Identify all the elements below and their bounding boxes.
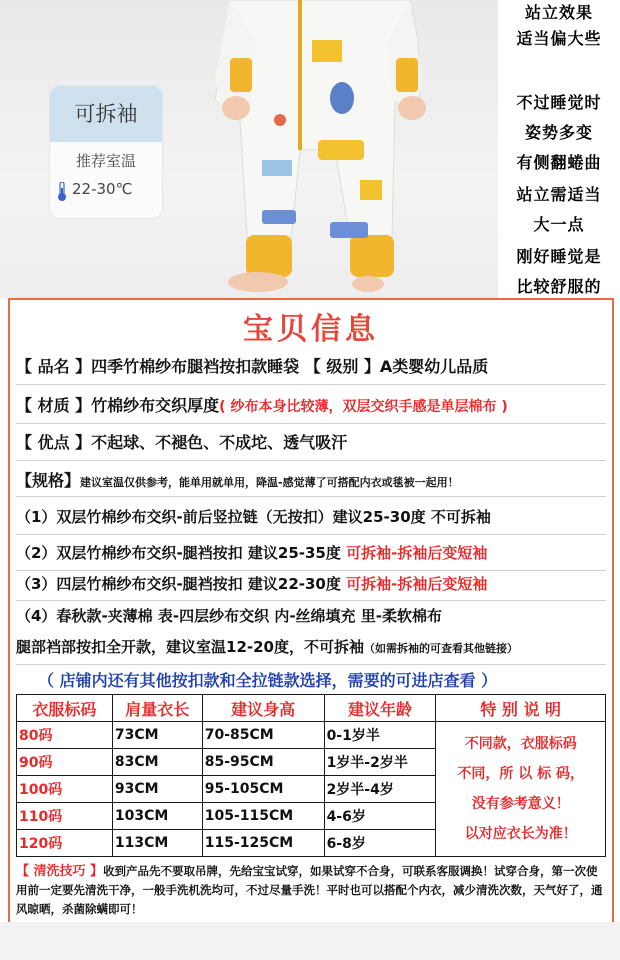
fit-advice-line: 有侧翻蜷曲 xyxy=(516,153,602,172)
spec-row xyxy=(16,468,459,491)
material-note: ( 纱布本身比较薄，双层交织手感是单层棉布 ) xyxy=(219,399,508,415)
age-cell: 0-1岁半 xyxy=(324,722,436,749)
name-value: 四季竹棉纱布腿裆按扣款睡袋 xyxy=(91,357,300,376)
washing-tips-label: 【 清洗技巧 】 xyxy=(16,864,104,879)
special-note-line: 不同，所 以 标 码， xyxy=(457,766,585,782)
divider xyxy=(16,600,606,601)
sleeve-feature-badge xyxy=(50,86,162,218)
shop-note: （ 店铺内还有其他按扣款和全拉链款选择，需要的可进店查看 ） xyxy=(38,671,498,690)
age-cell: 4-6岁 xyxy=(324,803,436,830)
divider xyxy=(16,384,606,385)
badge-title: 可拆袖 xyxy=(50,86,162,142)
size-cell: 80码 xyxy=(17,722,113,749)
fit-advice-line: 站立需适当 xyxy=(516,185,602,204)
merit-label: 【 优点 】 xyxy=(16,433,92,452)
height-cell: 85-95CM xyxy=(202,749,324,776)
thermometer-icon xyxy=(56,182,68,202)
size-cell: 120码 xyxy=(17,830,113,857)
product-name-row xyxy=(16,354,488,377)
header-note: 特 别 说 明 xyxy=(436,695,606,722)
card-title: 宝贝信息 xyxy=(243,312,379,347)
washing-tips-text: 收到产品先不要取吊牌，先给宝宝试穿，如果试穿不合身，可联系客服调换！试穿合身，第一次使用前一定要先清洗干净，一般手洗机洗均可，不过尽量手洗！平时也可以搭配个内衣，减少清洗次数，天气好了，通风晾晒，杀菌除螨即可！ xyxy=(16,864,603,916)
age-cell: 2岁半-4岁 xyxy=(324,776,436,803)
fit-advice-line: 姿势多变 xyxy=(524,123,593,142)
spec-option-2-text: （2）双层竹棉纱布交织-腿裆按扣 建议25-35度 xyxy=(16,544,347,562)
height-cell: 95-105CM xyxy=(202,776,324,803)
spec-option-2 xyxy=(16,542,487,563)
spec-option-2-highlight: 可拆袖-拆袖后变短袖 xyxy=(346,544,488,562)
badge-temperature: 22-30℃ xyxy=(72,180,133,198)
divider xyxy=(16,496,606,497)
length-cell: 83CM xyxy=(112,749,202,776)
length-cell: 113CM xyxy=(112,830,202,857)
header-size: 衣服标码 xyxy=(17,695,113,722)
spec-option-3-highlight: 可拆袖-拆袖后变短袖 xyxy=(346,575,488,593)
badge-subtitle: 推荐室温 xyxy=(75,152,136,170)
name-label: 【 品名 】 xyxy=(16,357,92,376)
size-cell: 110码 xyxy=(17,803,113,830)
fit-advice-line: 不过睡觉时 xyxy=(516,93,602,112)
product-photo xyxy=(0,0,498,298)
spec-note: 建议室温仅供参考，能单用就单用，降温-感觉薄了可搭配内衣或毯被一起用！ xyxy=(80,476,459,489)
size-cell: 90码 xyxy=(17,749,113,776)
height-cell: 115-125CM xyxy=(202,830,324,857)
special-note-line: 以对应衣长为准！ xyxy=(464,826,577,842)
age-cell: 1岁半-2岁半 xyxy=(324,749,436,776)
length-cell: 103CM xyxy=(112,803,202,830)
fit-advice-column xyxy=(498,0,620,298)
spec-label: 【规格】 xyxy=(16,471,81,490)
divider xyxy=(16,460,606,461)
table-header-row xyxy=(17,695,606,722)
divider xyxy=(16,423,606,424)
material-row xyxy=(16,393,508,416)
length-cell: 73CM xyxy=(112,722,202,749)
fit-advice-line: 刚好睡觉是 xyxy=(516,247,602,266)
divider xyxy=(16,664,606,665)
header-height: 建议身高 xyxy=(202,695,324,722)
merit-value: 不起球、不褪色、不成坨、透气吸汗 xyxy=(91,433,348,452)
divider xyxy=(16,570,606,571)
washing-tips xyxy=(16,862,608,919)
product-info-card xyxy=(8,298,614,924)
spec-option-3-text: （3）四层竹棉纱布交织-腿裆按扣 建议22-30度 xyxy=(16,575,347,593)
fit-advice-line: 比较舒服的 xyxy=(516,277,602,296)
special-note-line: 没有参考意义！ xyxy=(471,796,570,812)
spec-option-1: （1）双层竹棉纱布交织-前后竖拉链（无按扣）建议25-30度 不可拆袖 xyxy=(16,508,491,526)
spec-option-4-detail-text: 腿部裆部按扣全开款，建议室温12-20度，不可拆袖 xyxy=(16,638,364,656)
spec-option-4-detail xyxy=(16,636,518,657)
height-cell: 70-85CM xyxy=(202,722,324,749)
length-cell: 93CM xyxy=(112,776,202,803)
header-length: 肩量衣长 xyxy=(112,695,202,722)
size-table xyxy=(16,694,606,857)
fit-advice-line: 站立效果 xyxy=(524,3,593,22)
page-footer-strip xyxy=(0,922,620,960)
spec-option-4-link-note: （如需拆袖的可查看其他链接） xyxy=(363,642,518,655)
header-age: 建议年龄 xyxy=(324,695,436,722)
level-label: 【 级别 】 xyxy=(304,357,380,376)
spec-option-3 xyxy=(16,573,487,594)
fit-advice-line: 适当偏大些 xyxy=(516,29,602,48)
fit-advice-line: 大一点 xyxy=(533,215,585,234)
special-note-cell xyxy=(436,722,606,857)
material-label: 【 材质 】 xyxy=(16,396,92,415)
height-cell: 105-115CM xyxy=(202,803,324,830)
special-note-line: 不同款，衣服标码 xyxy=(464,736,577,752)
size-cell: 100码 xyxy=(17,776,113,803)
divider xyxy=(16,534,606,535)
age-cell: 6-8岁 xyxy=(324,830,436,857)
merit-row xyxy=(16,430,347,453)
level-value: A类婴幼儿品质 xyxy=(379,357,489,376)
table-row xyxy=(17,722,606,749)
material-value: 竹棉纱布交织厚度 xyxy=(91,396,220,415)
spec-option-4: （4）春秋款-夹薄棉 表-四层纱布交织 内-丝绵填充 里-柔软棉布 xyxy=(16,607,443,625)
